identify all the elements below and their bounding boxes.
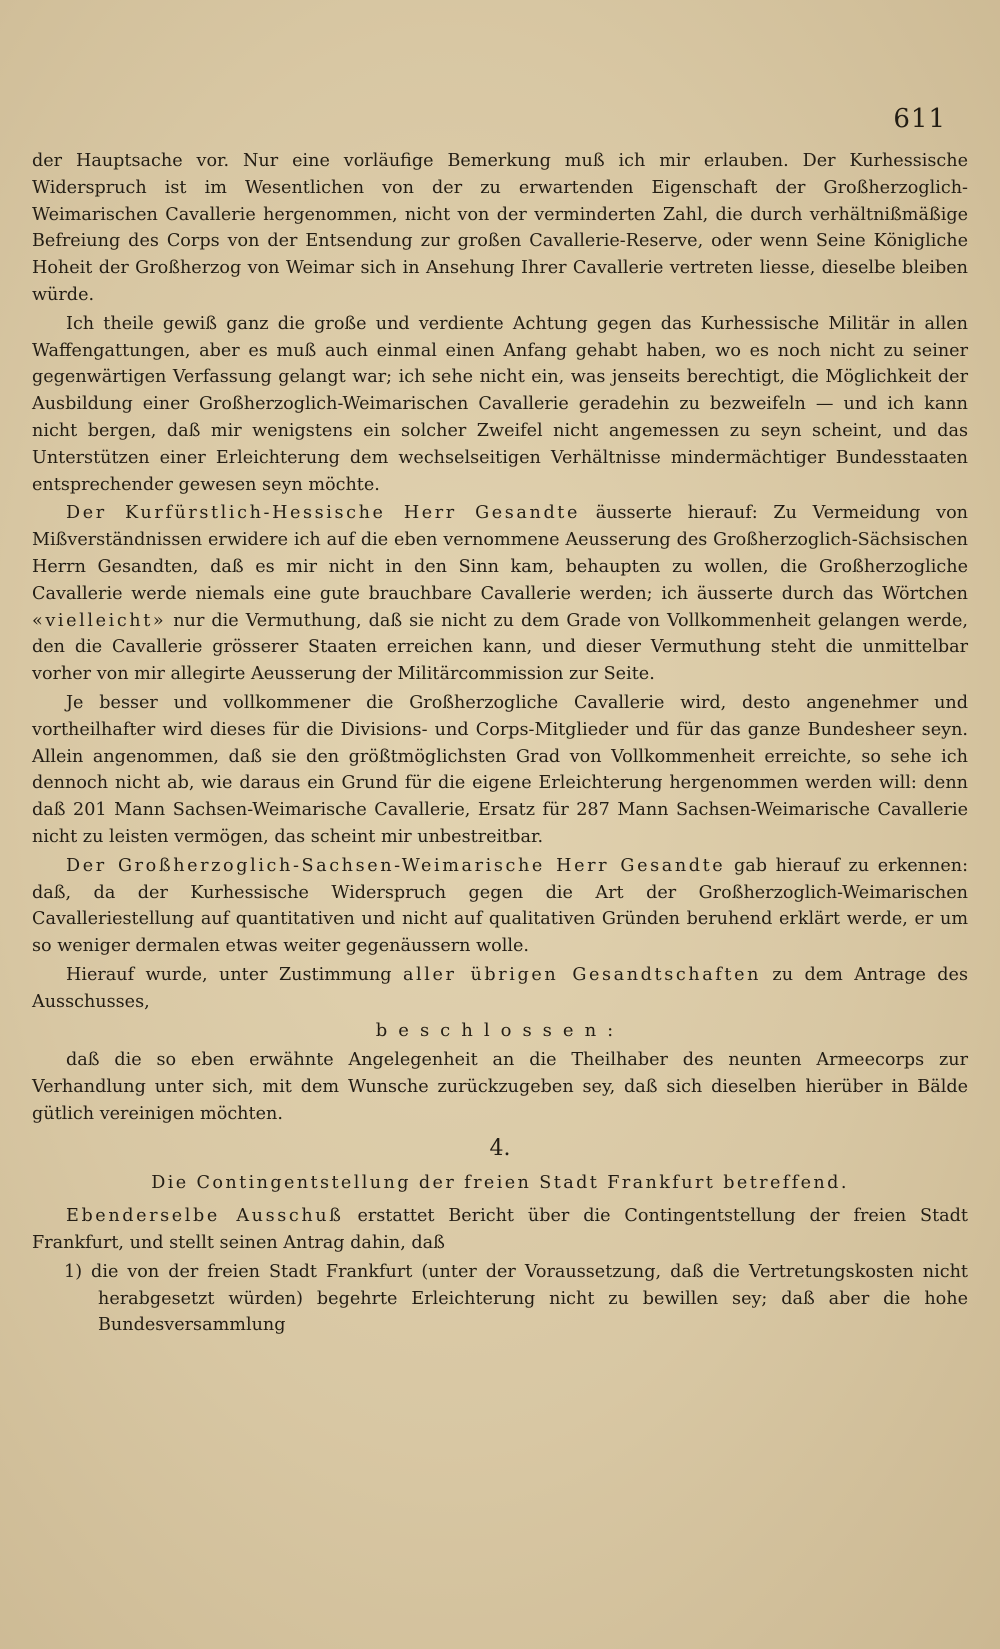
resolution-word: beschlossen:: [375, 1019, 625, 1041]
kurhessen-speech-text: äusserte hierauf: Zu Vermeidung von Mißverständnissen erwidere ich auf die eben vernommene Aeusserung des Großherzoglich-Sächsischen Herrn Gesandten, daß es mir nicht in den Sinn kam, behaupten zu wollen, die Großherzogliche Cavallerie werde niemals eine gute brauchbare Cavallerie werden; ich äusserte durch das Wörtchen: [32, 503, 969, 604]
paragraph-kurhessen-speech: [32, 500, 968, 688]
section-intro-spaced: Ebenderselbe Ausschuß: [66, 1206, 344, 1227]
page-body: [32, 148, 968, 1339]
list-item-1: 1) die von der freien Stadt Frankfurt (unter der Voraussetzung, daß die Vertretungskosten nicht herabgesetzt würden) begehrte Erleichterung nicht zu bewillen sey; daß aber die hohe Bundesversammlung: [64, 1261, 968, 1336]
paragraph-1: der Hauptsache vor. Nur eine vorläufige Bemerkung muß ich mir erlauben. Der Kurhessische Widerspruch ist im Wesentlichen von der zu erwartenden Eigenschaft der Großherzoglich-Weimarischen Cavallerie hergenommen, nicht von der verminderten Zahl, die durch verhältnißmäßige Befreiung des Corps von der Entsendung zur großen Cavallerie-Reserve, oder wenn Seine Königliche Hoheit der Großherzog von Weimar sich in Ansehung Ihrer Cavallerie vertreten liesse, dieselbe bleiben würde.: [32, 151, 968, 305]
quoted-word: «vielleicht»: [32, 610, 167, 631]
paragraph-2: Ich theile gewiß ganz die große und verdiente Achtung gegen das Kurhessische Militär in allen Waffengattungen, aber es muß auch einmal einen Anfang gehabt haben, wo es noch nicht zu seiner gegenwärtigen Verfassung gelangt war; ich sehe nicht ein, was jenseits berechtigt, die Möglichkeit der Ausbildung einer Großherzoglich-Weimarischen Cavallerie geradehin zu bezweifeln — und ich kann nicht bergen, daß mir wenigstens ein solcher Zweifel nicht angemessen zu seyn scheint, und das Unterstützen einer Erleichterung dem wechselseitigen Verhältnisse mindermächtiger Bundesstaaten entsprechender gewesen seyn möchte.: [32, 313, 968, 495]
section-intro-text: erstattet Bericht über die Contingentstellung der freien Stadt Frankfurt, und stellt seinen Antrag dahin, daß: [32, 1206, 968, 1254]
resolution-intro-pre: Hierauf wurde, unter Zustimmung: [66, 964, 403, 985]
paragraph-weimar-speech: [32, 853, 968, 960]
speaker-kurhessen: Der Kurfürstlich-Hessische Herr Gesandte: [66, 503, 580, 524]
page-number: 611: [893, 104, 946, 134]
section-number: 4.: [489, 1135, 511, 1161]
section-intro: [32, 1203, 968, 1257]
paragraph-resolution-intro: [32, 962, 968, 1016]
kurhessen-speech-text-end: nur die Vermuthung, daß sie nicht zu dem Grade von Vollkommenheit gelangen werde, den die Cavallerie grösserer Staaten erreichen kann, und dieser Vermuthung steht die unmittelbar vorher von mir allegirte Aeusserung der Militärcommission zur Seite.: [32, 610, 968, 685]
section-title: Die Contingentstellung der freien Stadt Frankfurt betreffend.: [151, 1173, 849, 1194]
resolution-text: daß die so eben erwähnte Angelegenheit an die Theilhaber des neunten Armeecorps zur Verhandlung unter sich, mit dem Wunsche zurückzugeben sey, daß sich dieselben hierüber in Bälde gütlich vereinigen möchten.: [32, 1050, 968, 1124]
paragraph-3: Je besser und vollkommener die Großherzogliche Cavallerie wird, desto angenehmer und vortheilhafter wird dieses für die Divisions- und Corps-Mitglieder und für das ganze Bundesheer seyn. Allein angenommen, daß sie den größtmöglichsten Grad von Vollkommenheit erreichte, so sehe ich dennoch nicht ab, wie daraus ein Grund für die eigene Erleichterung hergenommen werden will: denn daß 201 Mann Sachsen-Weimarische Cavallerie, Ersatz für 287 Mann Sachsen-Weimarische Cavallerie nicht zu leisten vermögen, das scheint mir unbestreitbar.: [32, 692, 968, 847]
speaker-weimar: Der Großherzoglich-Sachsen-Weimarische Herr Gesandte: [66, 855, 726, 876]
weimar-speech-text: gab hierauf zu erkennen: daß, da der Kurhessische Widerspruch gegen die Art der Großherzoglich-Weimarischen Cavalleriestellung auf quantitativen und nicht auf qualitativen Gründen beruhend erklärt werde, er um so weniger dermalen etwas weiter gegenäussern wolle.: [32, 855, 968, 957]
resolution-intro-post: zu dem Antrage des Ausschusses,: [32, 964, 968, 1012]
resolution-intro-spaced: aller übrigen Gesandtschaften: [402, 964, 762, 985]
